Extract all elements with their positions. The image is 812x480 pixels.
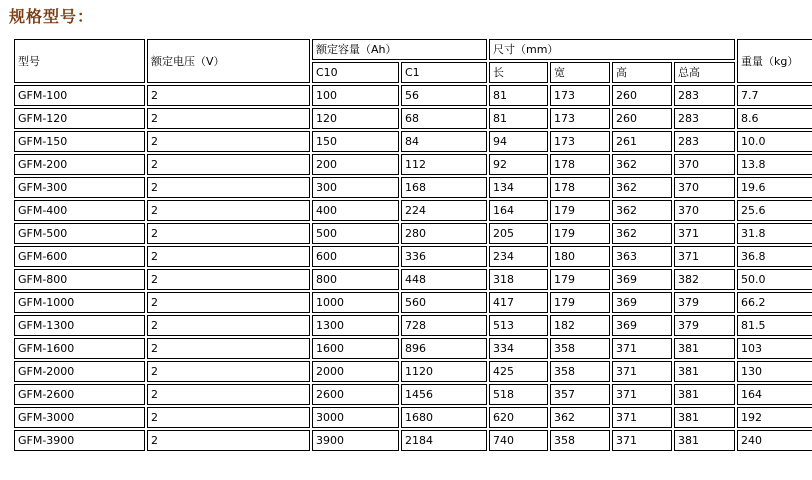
cell-c10: 120 [312,108,399,129]
table-row [14,177,812,198]
cell-voltage: 2 [147,131,310,152]
cell-length: 620 [489,407,548,428]
cell-model: GFM-2600 [14,384,145,405]
cell-total-height: 382 [674,269,735,290]
cell-weight: 81.5 [737,315,812,336]
cell-length: 234 [489,246,548,267]
cell-width: 182 [550,315,610,336]
cell-height: 371 [612,407,672,428]
cell-model: GFM-1000 [14,292,145,313]
cell-height: 260 [612,108,672,129]
cell-width: 362 [550,407,610,428]
cell-width: 178 [550,177,610,198]
cell-width: 173 [550,108,610,129]
cell-total-height: 379 [674,315,735,336]
cell-height: 362 [612,154,672,175]
cell-height: 371 [612,384,672,405]
cell-model: GFM-100 [14,85,145,106]
cell-c1: 728 [401,315,487,336]
cell-c10: 400 [312,200,399,221]
cell-model: GFM-800 [14,269,145,290]
cell-height: 371 [612,361,672,382]
cell-weight: 31.8 [737,223,812,244]
cell-total-height: 379 [674,292,735,313]
cell-c1: 168 [401,177,487,198]
cell-total-height: 381 [674,407,735,428]
cell-voltage: 2 [147,200,310,221]
cell-c1: 56 [401,85,487,106]
cell-length: 740 [489,430,548,451]
table-row [14,430,812,451]
table-row [14,223,812,244]
header-width: 宽 [550,62,610,83]
cell-length: 513 [489,315,548,336]
cell-c10: 1600 [312,338,399,359]
table-row [14,384,812,405]
cell-length: 425 [489,361,548,382]
cell-total-height: 381 [674,384,735,405]
cell-voltage: 2 [147,315,310,336]
cell-width: 178 [550,154,610,175]
cell-weight: 13.8 [737,154,812,175]
cell-weight: 50.0 [737,269,812,290]
cell-model: GFM-500 [14,223,145,244]
cell-height: 362 [612,223,672,244]
cell-width: 179 [550,292,610,313]
cell-weight: 130 [737,361,812,382]
cell-c10: 1000 [312,292,399,313]
cell-voltage: 2 [147,384,310,405]
cell-voltage: 2 [147,361,310,382]
spec-table [12,37,812,453]
cell-c10: 150 [312,131,399,152]
cell-c1: 2184 [401,430,487,451]
cell-c1: 1120 [401,361,487,382]
table-row [14,108,812,129]
cell-model: GFM-3900 [14,430,145,451]
cell-c1: 112 [401,154,487,175]
table-row [14,131,812,152]
cell-c1: 84 [401,131,487,152]
cell-weight: 10.0 [737,131,812,152]
cell-total-height: 371 [674,246,735,267]
header-voltage: 额定电压（V） [147,39,310,83]
cell-c1: 560 [401,292,487,313]
cell-length: 81 [489,85,548,106]
cell-c1: 280 [401,223,487,244]
header-c1: C1 [401,62,487,83]
cell-total-height: 381 [674,430,735,451]
cell-width: 179 [550,200,610,221]
table-row [14,246,812,267]
cell-height: 369 [612,269,672,290]
cell-c10: 2600 [312,384,399,405]
table-row [14,361,812,382]
cell-total-height: 370 [674,177,735,198]
cell-total-height: 381 [674,338,735,359]
cell-weight: 164 [737,384,812,405]
cell-width: 358 [550,338,610,359]
cell-c10: 500 [312,223,399,244]
header-weight: 重量（kg） [737,39,812,83]
cell-weight: 103 [737,338,812,359]
cell-length: 92 [489,154,548,175]
cell-voltage: 2 [147,85,310,106]
cell-weight: 36.8 [737,246,812,267]
cell-total-height: 283 [674,85,735,106]
cell-length: 334 [489,338,548,359]
cell-width: 179 [550,269,610,290]
cell-weight: 7.7 [737,85,812,106]
table-row [14,85,812,106]
header-dimensions: 尺寸（mm） [489,39,735,60]
table-row [14,338,812,359]
cell-c10: 200 [312,154,399,175]
cell-length: 417 [489,292,548,313]
cell-c1: 224 [401,200,487,221]
cell-length: 134 [489,177,548,198]
cell-length: 164 [489,200,548,221]
cell-c1: 336 [401,246,487,267]
table-row [14,315,812,336]
header-total-height: 总高 [674,62,735,83]
cell-voltage: 2 [147,430,310,451]
cell-c1: 68 [401,108,487,129]
cell-height: 371 [612,430,672,451]
cell-c10: 600 [312,246,399,267]
cell-c10: 3000 [312,407,399,428]
cell-total-height: 370 [674,154,735,175]
table-row [14,292,812,313]
cell-height: 260 [612,85,672,106]
cell-voltage: 2 [147,108,310,129]
header-c10: C10 [312,62,399,83]
cell-c10: 100 [312,85,399,106]
cell-total-height: 283 [674,131,735,152]
cell-height: 261 [612,131,672,152]
cell-total-height: 371 [674,223,735,244]
header-capacity: 额定容量（Ah） [312,39,487,60]
cell-total-height: 283 [674,108,735,129]
cell-voltage: 2 [147,338,310,359]
cell-voltage: 2 [147,269,310,290]
cell-c10: 3900 [312,430,399,451]
cell-weight: 66.2 [737,292,812,313]
cell-c1: 448 [401,269,487,290]
cell-width: 179 [550,223,610,244]
cell-model: GFM-150 [14,131,145,152]
cell-c10: 300 [312,177,399,198]
page-title: 规格型号： [9,7,95,26]
table-row [14,407,812,428]
cell-height: 362 [612,177,672,198]
cell-c10: 800 [312,269,399,290]
header-model: 型号 [14,39,145,83]
cell-height: 362 [612,200,672,221]
cell-voltage: 2 [147,292,310,313]
cell-width: 173 [550,85,610,106]
cell-width: 357 [550,384,610,405]
cell-height: 369 [612,315,672,336]
cell-voltage: 2 [147,154,310,175]
cell-height: 369 [612,292,672,313]
cell-length: 518 [489,384,548,405]
cell-total-height: 370 [674,200,735,221]
cell-c1: 1680 [401,407,487,428]
header-length: 长 [489,62,548,83]
cell-weight: 8.6 [737,108,812,129]
cell-height: 371 [612,338,672,359]
cell-width: 173 [550,131,610,152]
cell-weight: 19.6 [737,177,812,198]
cell-length: 81 [489,108,548,129]
cell-c1: 896 [401,338,487,359]
cell-model: GFM-300 [14,177,145,198]
cell-model: GFM-400 [14,200,145,221]
cell-width: 358 [550,430,610,451]
cell-c10: 1300 [312,315,399,336]
cell-voltage: 2 [147,177,310,198]
cell-length: 205 [489,223,548,244]
cell-width: 180 [550,246,610,267]
cell-width: 358 [550,361,610,382]
cell-model: GFM-2000 [14,361,145,382]
header-row [14,39,812,60]
table-row [14,269,812,290]
cell-model: GFM-120 [14,108,145,129]
table-row [14,200,812,221]
cell-voltage: 2 [147,223,310,244]
cell-model: GFM-200 [14,154,145,175]
table-row [14,154,812,175]
cell-model: GFM-1300 [14,315,145,336]
cell-length: 94 [489,131,548,152]
header-height: 高 [612,62,672,83]
cell-voltage: 2 [147,246,310,267]
cell-c1: 1456 [401,384,487,405]
cell-height: 363 [612,246,672,267]
cell-model: GFM-3000 [14,407,145,428]
cell-weight: 25.6 [737,200,812,221]
cell-c10: 2000 [312,361,399,382]
cell-voltage: 2 [147,407,310,428]
cell-model: GFM-600 [14,246,145,267]
cell-weight: 192 [737,407,812,428]
cell-length: 318 [489,269,548,290]
cell-weight: 240 [737,430,812,451]
cell-model: GFM-1600 [14,338,145,359]
cell-total-height: 381 [674,361,735,382]
